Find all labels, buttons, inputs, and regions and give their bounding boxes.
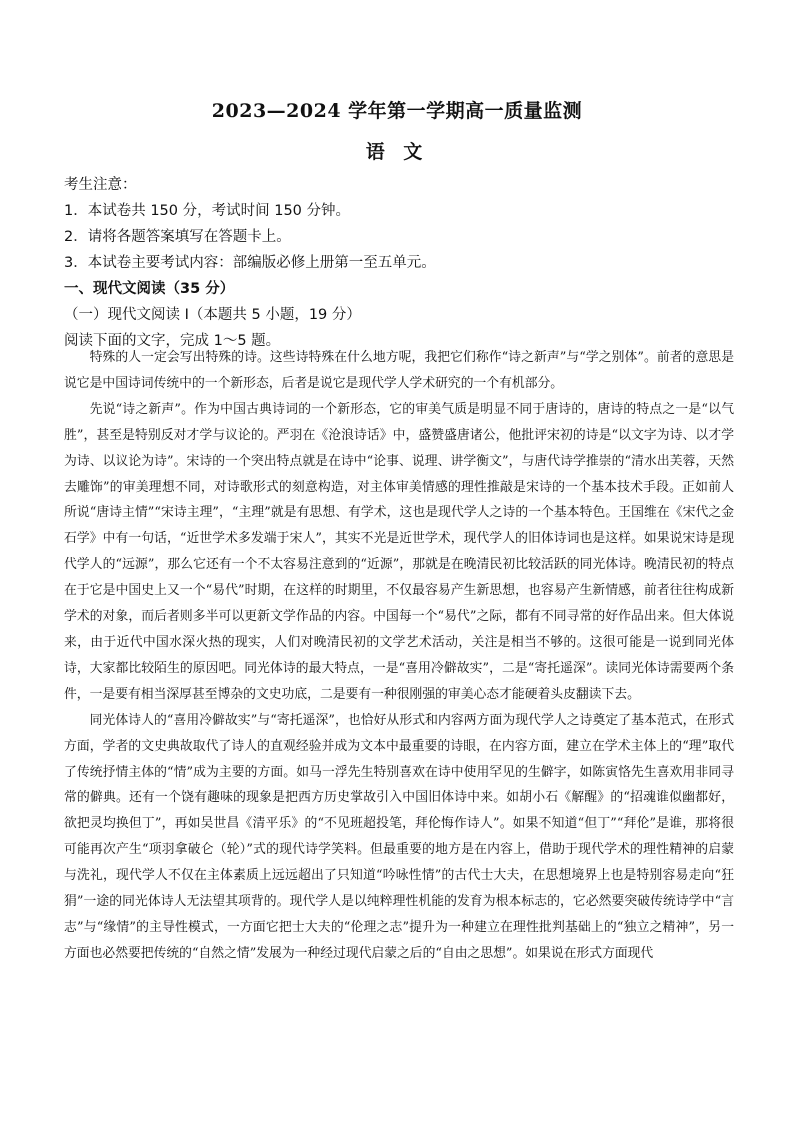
subject-title: 语 文 bbox=[365, 141, 429, 163]
notice-item: 2．请将各题答案填写在答题卡上。 bbox=[64, 229, 291, 245]
passage-paragraph: 同光体诗人的“喜用冷僻故实”与“寄托遥深”，也恰好从形式和内容两方面为现代学人之诗奠定了基本范式，在形式方面，学者的文史典故取代了诗人的直观经验并成为文本中最重要的诗眼，在内容方面，建立在学术主体上的“理”取代了传统抒情主体的“情”成为主要的方面。如马一浮先生特别喜欢在诗中使用罕见的生僻字，如陈寅恪先生喜欢用非同寻常的僻典。还有一个饶有趣味的现象是把西方历史掌故引入中国旧体诗中来。如胡小石《解醒》的“招魂谁似幽都好，欲把灵均换但丁”，再如吴世昌《清平乐》的“不见班超投笔，拜伦悔作诗人”。如果不知道“但丁”“拜伦”是谁，那将很可能再次产生“项羽拿破仑（轮）”式的现代诗学笑料。但最重要的地方是在内容上，借助于现代学术的理性精神的启蒙与洗礼，现代学人不仅在主体素质上远远超出了只知道“吟咏性情”的古代士大夫，在思想境界上也是特别容易走向“狂狷”一途的同光体诗人无法望其项背的。现代学人是以纯粹理性机能的发育为根本标志的，它必然要突破传统诗学中“言志”与“缘情”的主导性模式，一方面它把士大夫的“伦理之志”提升为一种建立在理性批判基础上的“独立之精神”，另一方面也必然要把传统的“自然之情”发展为一种经过现代启蒙之后的“自由之思想”。如果说在形式方面现代 bbox=[64, 712, 734, 961]
notice-item: 3．本试卷主要考试内容：部编版必修上册第一至五单元。 bbox=[64, 255, 436, 271]
notice-heading: 考生注意： bbox=[64, 177, 137, 193]
notice-item: 1．本试卷共 150 分，考试时间 150 分钟。 bbox=[64, 203, 351, 219]
passage-paragraph: 先说“诗之新声”。作为中国古典诗词的一个新形态，它的审美气质是明显不同于唐诗的，唐诗的特点之一是“以气胜”，甚至是特别反对才学与议论的。严羽在《沧浪诗话》中，盛赞盛唐诸公，他批评宋初的诗是“以文字为诗、以才学为诗、以议论为诗”。宋诗的一个突出特点就是在诗中“论事、说理、讲学衡文”，与唐代诗学推崇的“清水出芙蓉，天然去雕饰”的审美理想不同，对诗歌形式的刻意构造，对主体审美情感的理性推敲是宋诗的一个基本技术手段。正如前人所说“唐诗主情”“宋诗主理”，“主理”就是有思想、有学术，这也是现代学人之诗的一个基本特色。王国维在《宋代之金石学》中有一句话，“近世学术多发端于宋人”，其实不光是近世学术，现代学人的旧体诗词也是这样。如果说宋诗是现代学人的“远源”，那么它还有一个不太容易注意到的“近源”，那就是在晚清民初比较活跃的同光体诗。晚清民初的特点在于它是中国史上又一个“易代”时期，在这样的时期里，不仅最容易产生新思想，也容易产生新情感，前者往往构成新学术的对象，而后者则多半可以更新文学作品的内容。中国每一个“易代”之际，都有不同寻常的好作品出来。但大体说来，由于近代中国水深火热的现实，人们对晚清民初的文学艺术活动，关注是相当不够的。这很可能是一说到同光体诗，大家都比较陌生的原因吧。同光体诗的最大特点，一是“喜用冷僻故实”，二是“寄托遥深”。读同光体诗需要两个条件，一是要有相当深厚甚至博杂的文史功底，二是要有一种很刚强的审美心态才能硬着头皮翻读下去。 bbox=[64, 401, 734, 702]
passage-paragraph: 特殊的人一定会写出特殊的诗。这些诗特殊在什么地方呢，我把它们称作“诗之新声”与“学之别体”。前者的意思是说它是中国诗词传统中的一个新形态，后者是说它是现代学人学术研究的一个有机部分。 bbox=[64, 350, 734, 391]
exam-notice bbox=[64, 172, 744, 354]
section-instruction: 阅读下面的文字，完成 1～5 题。 bbox=[64, 333, 281, 349]
reading-passage bbox=[64, 345, 734, 967]
page-title: 2023—2024 学年第一学期高一质量监测 bbox=[211, 100, 583, 122]
section-heading: 一、现代文阅读（35 分） bbox=[64, 281, 235, 297]
section-subheading: （一）现代文阅读 I（本题共 5 小题，19 分） bbox=[64, 307, 361, 323]
